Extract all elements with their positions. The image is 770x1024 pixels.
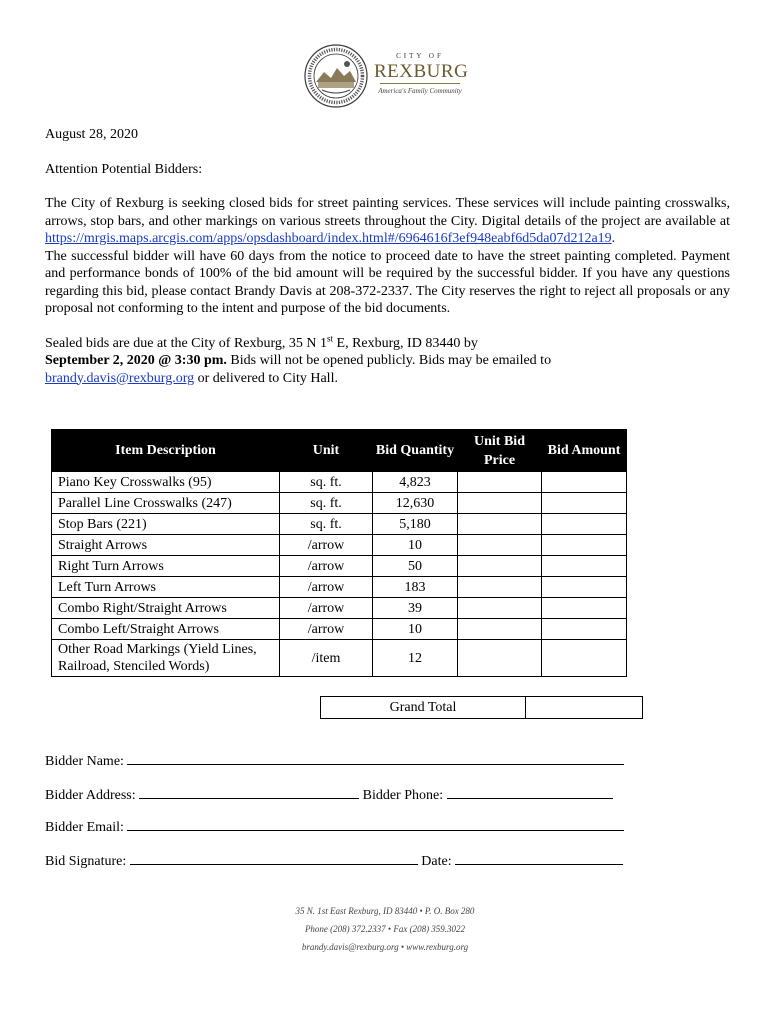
footer-address: 35 N. 1st East Rexburg, ID 83440 • P. O. Box 280 bbox=[295, 906, 475, 916]
unit-price-cell[interactable] bbox=[458, 556, 542, 577]
grand-total-label: Grand Total bbox=[321, 697, 526, 719]
deadline-rest-text: Bids will not be opened publicly. Bids may be emailed to bbox=[226, 353, 552, 368]
city-logo-wordmark bbox=[374, 52, 469, 95]
grand-total-table bbox=[320, 696, 643, 719]
unit-price-cell[interactable] bbox=[458, 577, 542, 598]
item-quantity: 12,630 bbox=[373, 493, 458, 514]
sealed-bids-text-end: E, Rexburg, ID 83440 by bbox=[333, 335, 478, 351]
bidder-address-field[interactable] bbox=[139, 786, 359, 799]
bid-amount-cell[interactable] bbox=[542, 514, 627, 535]
bidder-email-label: Bidder Email: bbox=[45, 820, 124, 835]
bid-signature-field[interactable] bbox=[130, 852, 418, 865]
footer-phone-fax: Phone (208) 372.2337 • Fax (208) 359.3022 bbox=[304, 924, 466, 934]
unit-price-cell[interactable] bbox=[458, 619, 542, 640]
letter-date: August 28, 2020 bbox=[45, 127, 138, 142]
table-row bbox=[52, 472, 627, 493]
bid-amount-cell[interactable] bbox=[542, 556, 627, 577]
paragraph-text-terms: The successful bidder will have 60 days from the notice to proceed date to have the street painting completed. Payment and performance bonds of 100% of the bid amount will be required by the successful bidder. If you have any questions regarding this bid, please contact Brandy Davis at 208-372-2337. The City reserves the right to reject all proposals or any proposal not conforming to the intent and purpose of the bid documents. bbox=[45, 248, 730, 316]
table-row bbox=[52, 577, 627, 598]
bidder-name-row bbox=[45, 752, 624, 770]
logo-city-label: CITY OF bbox=[396, 52, 444, 60]
bid-signature-label: Bid Signature: bbox=[45, 854, 127, 869]
item-unit: /arrow bbox=[280, 556, 373, 577]
bidder-phone-label: Bidder Phone: bbox=[362, 788, 444, 803]
item-description: Piano Key Crosswalks (95) bbox=[52, 472, 280, 493]
item-description: Left Turn Arrows bbox=[52, 577, 280, 598]
table-row bbox=[52, 556, 627, 577]
unit-price-cell[interactable] bbox=[458, 472, 542, 493]
paragraph-text: The City of Rexburg is seeking closed bids for street painting services. These services will include painting crosswalks, arrows, stop bars, and other markings on various streets throughout the City. Digital details of the project are available at bbox=[45, 196, 730, 229]
item-quantity: 10 bbox=[373, 535, 458, 556]
logo-tagline: America's Family Community bbox=[378, 87, 462, 95]
bidder-phone-field[interactable] bbox=[447, 786, 613, 799]
table-row bbox=[52, 598, 627, 619]
bid-amount-cell[interactable] bbox=[542, 577, 627, 598]
item-unit: /arrow bbox=[280, 619, 373, 640]
letterhead-footer bbox=[0, 902, 770, 956]
bidder-email-field[interactable] bbox=[127, 818, 624, 831]
unit-price-cell[interactable] bbox=[458, 598, 542, 619]
bid-amount-cell[interactable] bbox=[542, 535, 627, 556]
project-details-link[interactable]: https://mrgis.maps.arcgis.com/apps/opsdashboard/index.html#/6964616f3ef948eabf6d5da07d212a19 bbox=[45, 231, 612, 246]
signature-date-field[interactable] bbox=[455, 852, 623, 865]
letter-body bbox=[45, 126, 730, 387]
city-seal-logo bbox=[304, 44, 368, 108]
bid-signature-row bbox=[45, 852, 623, 870]
letter-paragraph-details bbox=[45, 195, 730, 318]
item-description: Combo Right/Straight Arrows bbox=[52, 598, 280, 619]
letter-salutation: Attention Potential Bidders: bbox=[45, 161, 203, 177]
table-row bbox=[52, 493, 627, 514]
item-unit: /arrow bbox=[280, 535, 373, 556]
header-unit-bid-price: Unit Bid Price bbox=[458, 430, 542, 472]
item-quantity: 39 bbox=[373, 598, 458, 619]
header-bid-amount: Bid Amount bbox=[542, 430, 627, 472]
item-description: Stop Bars (221) bbox=[52, 514, 280, 535]
item-unit: /item bbox=[280, 640, 373, 677]
unit-price-cell[interactable] bbox=[458, 493, 542, 514]
table-row bbox=[52, 514, 627, 535]
bidder-email-row bbox=[45, 818, 624, 836]
logo-city-name: REXBURG bbox=[374, 61, 469, 82]
header-bid-quantity: Bid Quantity bbox=[373, 430, 458, 472]
footer-contact: brandy.davis@rexburg.org • www.rexburg.org bbox=[301, 942, 469, 952]
item-unit: /arrow bbox=[280, 577, 373, 598]
table-row bbox=[52, 640, 627, 677]
bidder-address-row bbox=[45, 786, 613, 804]
unit-price-cell[interactable] bbox=[458, 640, 542, 677]
grand-total-value-cell[interactable] bbox=[526, 697, 643, 719]
item-description: Other Road Markings (Yield Lines, Railroad, Stenciled Words) bbox=[52, 640, 280, 677]
bidder-name-field[interactable] bbox=[127, 752, 624, 765]
item-quantity: 50 bbox=[373, 556, 458, 577]
item-description: Parallel Line Crosswalks (247) bbox=[52, 493, 280, 514]
letter-paragraph-deadline bbox=[45, 332, 730, 388]
item-quantity: 183 bbox=[373, 577, 458, 598]
header-item-description: Item Description bbox=[52, 430, 280, 472]
table-row bbox=[52, 535, 627, 556]
item-unit: sq. ft. bbox=[280, 514, 373, 535]
item-quantity: 12 bbox=[373, 640, 458, 677]
bid-amount-cell[interactable] bbox=[542, 598, 627, 619]
item-quantity: 5,180 bbox=[373, 514, 458, 535]
bidder-address-label: Bidder Address: bbox=[45, 788, 136, 803]
item-description: Right Turn Arrows bbox=[52, 556, 280, 577]
item-quantity: 4,823 bbox=[373, 472, 458, 493]
item-unit: /arrow bbox=[280, 598, 373, 619]
item-quantity: 10 bbox=[373, 619, 458, 640]
signature-date-label: Date: bbox=[421, 854, 452, 869]
bid-amount-cell[interactable] bbox=[542, 640, 627, 677]
period: . bbox=[611, 231, 616, 246]
unit-price-cell[interactable] bbox=[458, 514, 542, 535]
unit-price-cell[interactable] bbox=[458, 535, 542, 556]
item-description: Combo Left/Straight Arrows bbox=[52, 619, 280, 640]
item-unit: sq. ft. bbox=[280, 472, 373, 493]
bid-amount-cell[interactable] bbox=[542, 493, 627, 514]
table-row bbox=[52, 619, 627, 640]
bid-amount-cell[interactable] bbox=[542, 619, 627, 640]
item-description: Straight Arrows bbox=[52, 535, 280, 556]
bid-deadline: September 2, 2020 @ 3:30 pm. bbox=[45, 353, 227, 368]
delivery-text: or delivered to City Hall. bbox=[194, 370, 338, 386]
email-link[interactable]: brandy.davis@rexburg.org bbox=[45, 370, 195, 386]
item-unit: sq. ft. bbox=[280, 493, 373, 514]
ordinal-suffix: st bbox=[327, 332, 334, 343]
logo-divider bbox=[380, 83, 460, 84]
bid-amount-cell[interactable] bbox=[542, 472, 627, 493]
sealed-bids-text: Sealed bids are due at the City of Rexburg, 35 N 1 bbox=[45, 335, 328, 351]
header-unit: Unit bbox=[280, 430, 373, 472]
bidder-name-label: Bidder Name: bbox=[45, 754, 124, 769]
bid-table bbox=[51, 429, 627, 677]
